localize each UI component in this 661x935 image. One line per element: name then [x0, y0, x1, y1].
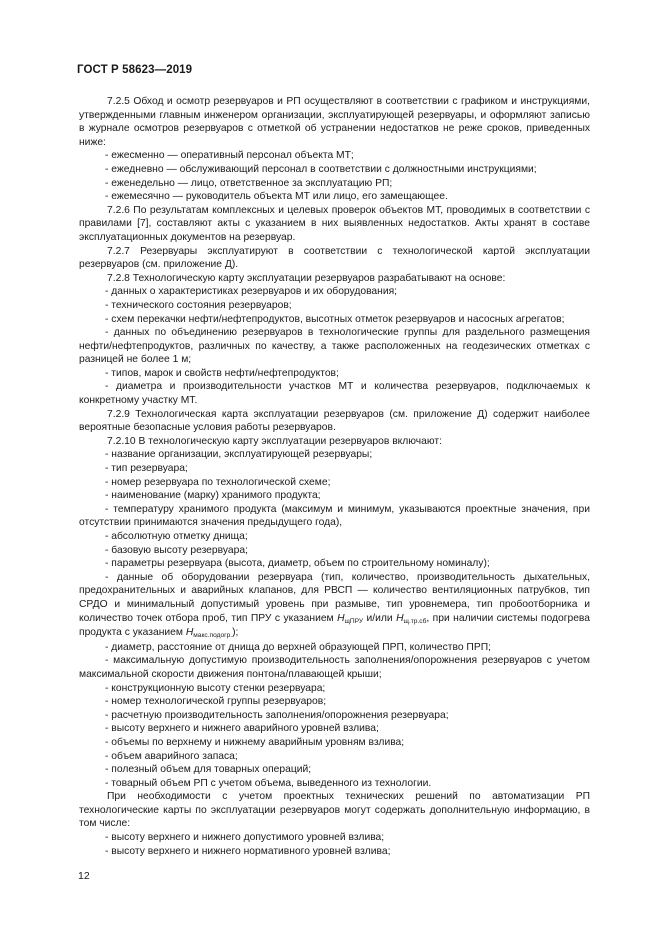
- list-item: - наименование (марку) хранимого продукта;: [105, 490, 321, 502]
- list-item: - тип резервуара;: [105, 463, 188, 475]
- list-item: - диаметра и производительности участков МТ и количества резервуаров, подключаемых к конкретному участку МТ.: [79, 381, 590, 407]
- list-item: - абсолютную отметку днища;: [105, 531, 248, 542]
- list-item: - данных о характеристиках резервуаров и их оборудования;: [105, 286, 398, 298]
- formula-subscript: щ.тр.сб: [403, 617, 427, 625]
- list-item: - данных по объединению резервуаров в технологические группы для раздельного размещения нефти/нефтепродуктов, различных по качеству, а также расположенных на геодезических отметках с разницей не более 1 м;: [79, 327, 590, 366]
- list-item: - базовую высоту резервуара;: [105, 544, 248, 556]
- list-item: - типов, марок и свойств нефти/нефтепродуктов;: [105, 367, 339, 379]
- list-item: - название организации, эксплуатирующей резервуары;: [105, 449, 373, 461]
- list-item: - высоту верхнего и нижнего аварийного уровней взлива;: [105, 723, 379, 735]
- list-item: - полезный объем для товарных операций;: [105, 764, 312, 776]
- formula-connector: и/или: [363, 612, 397, 624]
- paragraph-7-2-8: 7.2.8 Технологическую карту эксплуатации резервуаров разрабатывают на основе:: [107, 272, 506, 284]
- list-item: - объемы по верхнему и нижнему аварийным уровням взлива;: [105, 736, 405, 748]
- paragraph-7-2-10: 7.2.10 В технологическую карту эксплуатации резервуаров включают:: [107, 435, 442, 447]
- list-item: - схем перекачки нефти/нефтепродуктов, высотных отметок резервуаров и насосных агрегатов;: [105, 313, 565, 325]
- equipment-text: - данные об оборудовании резервуара (тип, количество, производительность дыхательных, предохранительных и аварийных клапанов, для РВСП — количество вентиляционных патрубков, тип СРДО и минимальный допустимый уровень при размыве, тип уровнемера, тип пробоотборника и количество точек отбора проб, тип ПРУ с указанием: [79, 571, 590, 624]
- list-item: - еженедельно — лицо, ответственное за эксплуатацию РП;: [105, 177, 393, 189]
- list-item: - расчетную производительность заполнения/опорожнения резервуара;: [105, 709, 449, 721]
- list-item: - параметры резервуара (высота, диаметр, объем по строительному номиналу);: [105, 558, 490, 570]
- page-number: 12: [78, 870, 90, 882]
- list-item: - температуру хранимого продукта (максимум и минимум, указываются проектные значения, при отсутствии принимаются значения предыдущего года),: [79, 503, 590, 529]
- formula-h: H: [185, 627, 194, 639]
- list-item: - максимальную допустимую производительность заполнения/опорожнения резервуаров с учетом максимальной скорости движения понтона/плавающей крыши;: [79, 655, 590, 680]
- list-item: - объем аварийного запаса;: [105, 750, 238, 762]
- list-item: - технического состояния резервуаров;: [105, 299, 292, 311]
- formula-text: , при наличии системы подогрева продукта с указанием: [79, 612, 591, 639]
- list-item-equipment: [79, 571, 590, 641]
- list-item: - диаметр, расстояние от днища до верхней образующей ПРП, количество ПРП;: [105, 641, 491, 653]
- formula-h: H: [337, 612, 345, 624]
- list-item: - ежесменно — оперативный персонал объекта МТ;: [105, 150, 354, 162]
- paragraph-7-2-6: 7.2.6 По результатам комплексных и целевых проверок объектов МТ, проводимых в соответствии с правилами [7], составляют акты с указанием в них выявленных недостатков. Акты хранят в составе эксплуатационных документов на резервуар.: [79, 204, 590, 243]
- list-item: - номер технологической группы резервуаров;: [105, 696, 327, 708]
- list-item: - высоту верхнего и нижнего нормативного уровней взлива;: [105, 845, 391, 857]
- formula-subscript: щПРУ: [344, 617, 364, 625]
- formula-h: H: [396, 612, 404, 624]
- formula-end: );: [232, 627, 239, 639]
- paragraph-additional: При необходимости с учетом проектных технических решений по автоматизации РП технологические карты по эксплуатации резервуаров могут содержать дополнительную информацию, в том числе:: [79, 791, 590, 830]
- list-item: - ежедневно — обслуживающий персонал в соответствии с должностными инструкциями;: [105, 163, 537, 175]
- paragraph-7-2-7: 7.2.7 Резервуары эксплуатируют в соответствии с технологической картой эксплуатации резервуаров (см. приложение Д).: [79, 245, 590, 271]
- paragraph-7-2-5: 7.2.5 Обход и осмотр резервуаров и РП осуществляют в соответствии с графиком и инструкциями, утвержденными главным инженером организации, эксплуатирующей резервуары, и оформляют записью в журнале осмотров резервуаров с отметкой об устранении недостатков не реже сроков, приведенных ниже:: [79, 96, 590, 148]
- document-body: [79, 95, 590, 858]
- list-item: - ежемесячно — руководитель объекта МТ или лицо, его замещающее.: [105, 191, 448, 203]
- list-item: - товарный объем РП с учетом объема, выведенного из технологии.: [105, 777, 432, 789]
- formula-subscript: макс.подогр.: [193, 632, 233, 640]
- list-item: - конструкционную высоту стенки резервуара;: [105, 682, 326, 694]
- list-item: - высоту верхнего и нижнего допустимого уровней взлива;: [105, 832, 385, 844]
- paragraph-7-2-9: 7.2.9 Технологическая карта эксплуатации резервуаров (см. приложение Д) содержит наиболее вероятные безопасные условия работы резервуаров.: [79, 408, 590, 434]
- list-item: - номер резервуара по технологической схеме;: [105, 476, 331, 488]
- document-header: ГОСТ Р 58623—2019: [77, 64, 193, 76]
